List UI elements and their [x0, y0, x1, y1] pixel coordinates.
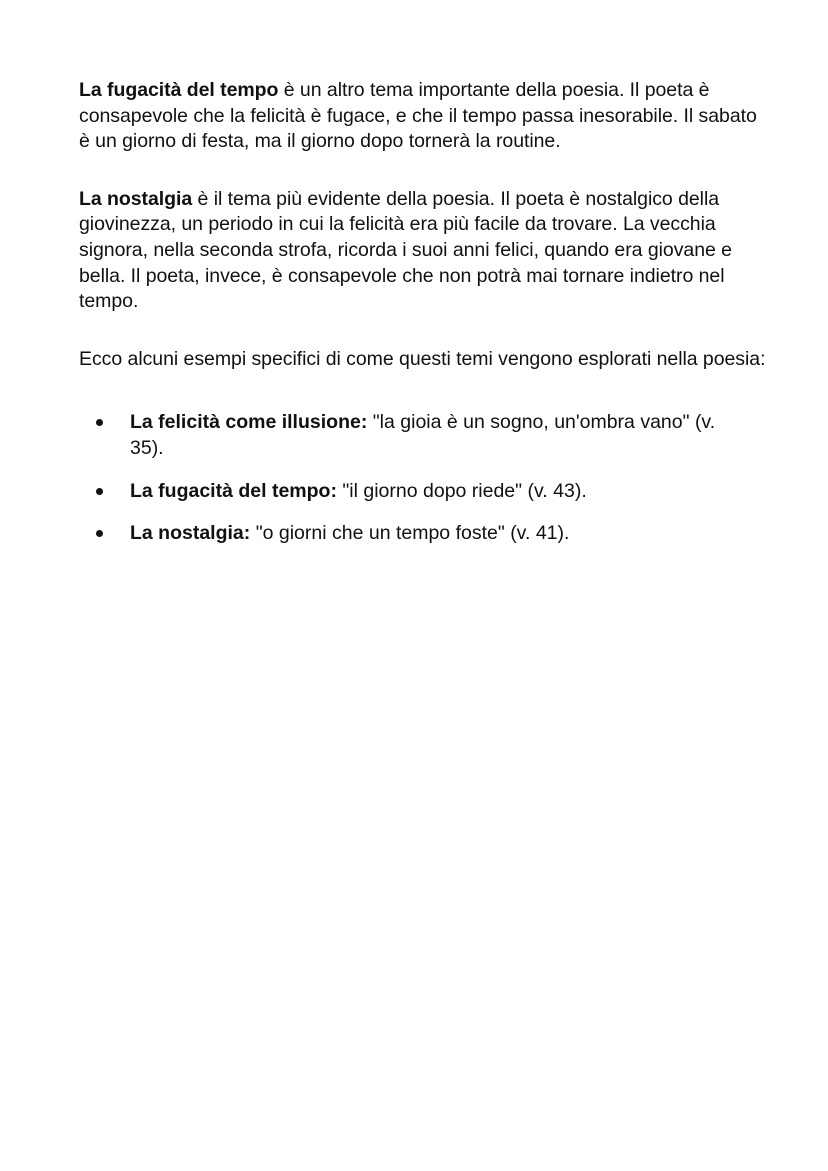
paragraph-bold-lead: La fugacità del tempo — [79, 79, 279, 101]
paragraph-body: è il tema più evidente della poesia. Il poeta è nostalgico della giovinezza, un periodo in cui la felicità era più facile da trovare. La vecchia signora, nella seconda strofa, ricorda i suoi anni felici, quando era giovane e bella. Il poeta, invece, è consapevole che non potrà mai tornare indietro nel tempo. — [79, 187, 732, 313]
document-page — [79, 78, 769, 547]
bullet-dot-icon — [96, 530, 103, 537]
list-item-text: "il giorno dopo riede" (v. 43). — [336, 479, 587, 502]
paragraph-body: Ecco alcuni esempi specifici di come questi temi vengono esplorati nella poesia: — [79, 347, 766, 370]
list-item-bold-lead: La felicità come illusione: — [130, 411, 368, 434]
paragraph-body: è un altro tema importante della poesia. Il poeta è consapevole che la felicità è fugace, e che il tempo passa inesorabile. Il sabato è un giorno di festa, ma il giorno dopo tornerà la routine. — [79, 79, 757, 153]
paragraph-fugacita — [79, 78, 769, 155]
list-item-text: "la gioia è un sogno, un'ombra vano" (v. 35). — [130, 411, 716, 459]
paragraph-bold-lead: La nostalgia — [79, 187, 193, 210]
list-item — [79, 521, 720, 547]
examples-list — [79, 410, 769, 546]
bullet-dot-icon — [96, 419, 103, 426]
bullet-dot-icon — [96, 488, 103, 495]
list-item — [79, 479, 720, 505]
list-item — [79, 410, 720, 461]
paragraph-examples-intro — [79, 347, 769, 373]
list-item-bold-lead: La nostalgia: — [130, 522, 251, 545]
list-item-text: "o giorni che un tempo foste" (v. 41). — [250, 522, 570, 545]
paragraph-nostalgia — [79, 187, 769, 315]
list-item-bold-lead: La fugacità del tempo: — [130, 479, 337, 502]
